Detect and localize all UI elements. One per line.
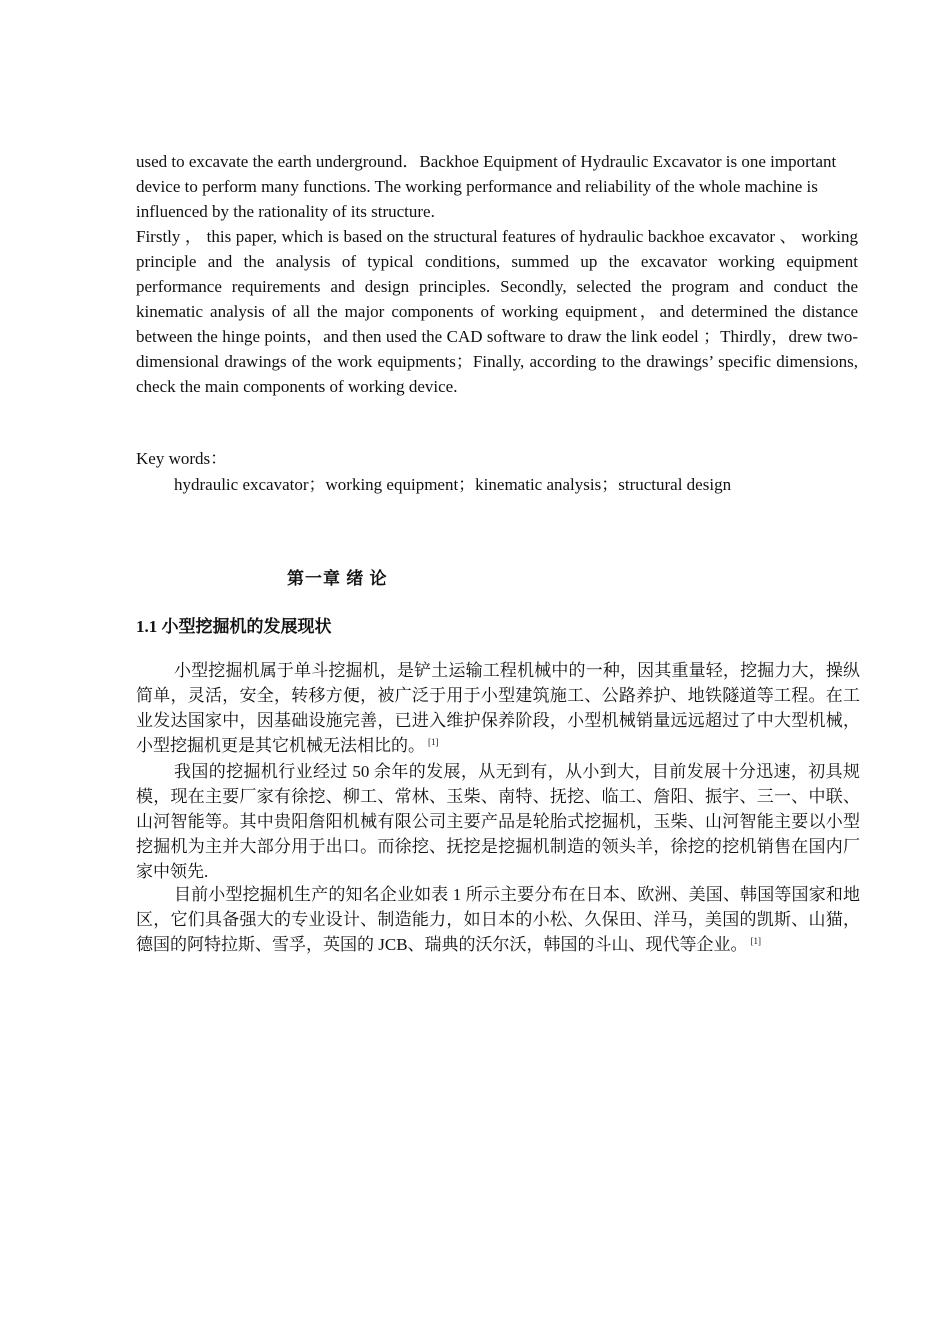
- abstract-paragraph-2: Firstly ， this paper, which is based on the structural features of hydraulic backhoe excavator 、 working principle and the analysis of typical conditions, summed up the excavator working equipment performance requirements and design principles. Secondly, selected the program and conduct the kinematic analysis of all the major components of working equipment，and determined the distance between the hinge points，and then used the CAD software to draw the link eodel ；Thirdly，drew two-dimensional drawings of the work equipments；Finally, according to the drawings’ specific dimensions, check the main components of working device.: [136, 227, 858, 396]
- body-paragraph-3-text: 目前小型挖掘机生产的知名企业如表 1 所示主要分布在日本、欧洲、美国、韩国等国家和地区，它们具备强大的专业设计、制造能力，如日本的小松、久保田、洋马，美国的凯斯、山猫，德国的阿特拉斯、雪孚，英国的 JCB、瑞典的沃尔沃，韩国的斗山、现代等企业。: [136, 885, 860, 954]
- keywords-list: hydraulic excavator；working equipment；kinematic analysis；structural design: [174, 475, 732, 494]
- body-paragraph-3: [136, 882, 860, 957]
- body-paragraph-2: 我国的挖掘机行业经过 50 余年的发展，从无到有，从小到大，目前发展十分迅速，初具规模，现在主要厂家有徐挖、柳工、常林、玉柴、南特、抚挖、临工、詹阳、振宇、三一、中联、山河智能等。其中贵阳詹阳机械有限公司主要产品是轮胎式挖掘机，玉柴、山河智能主要以小型挖掘机为主并大部分用于出口。而徐挖、抚挖是挖掘机制造的领头羊，徐挖的挖机销售在国内厂家中领先.: [136, 762, 860, 881]
- body-paragraph-1: [136, 658, 860, 758]
- chapter-title: 第一章 绪 论: [287, 569, 388, 588]
- abstract-paragraph-1: used to excavate the earth underground．Backhoe Equipment of Hydraulic Excavator is one important device to perform many functions. The working performance and reliability of the whole machine is influenced by the rationality of its structure.: [136, 152, 837, 221]
- section-title: 1.1 小型挖掘机的发展现状: [136, 617, 332, 636]
- citation-ref: [1]: [428, 737, 439, 747]
- citation-ref: [1]: [750, 936, 762, 946]
- keywords-label: Key words：: [136, 449, 228, 468]
- body-paragraph-1-text: 小型挖掘机属于单斗挖掘机，是铲土运输工程机械中的一种，因其重量轻，挖掘力大，操纵简单，灵活，安全，转移方便，被广泛于用于小型建筑施工、公路养护、地铁隧道等工程。在工业发达国家中，因基础设施完善，已进入维护保养阶段，小型机械销量远远超过了中大型机械，小型挖掘机更是其它机械无法相比的。: [136, 661, 860, 755]
